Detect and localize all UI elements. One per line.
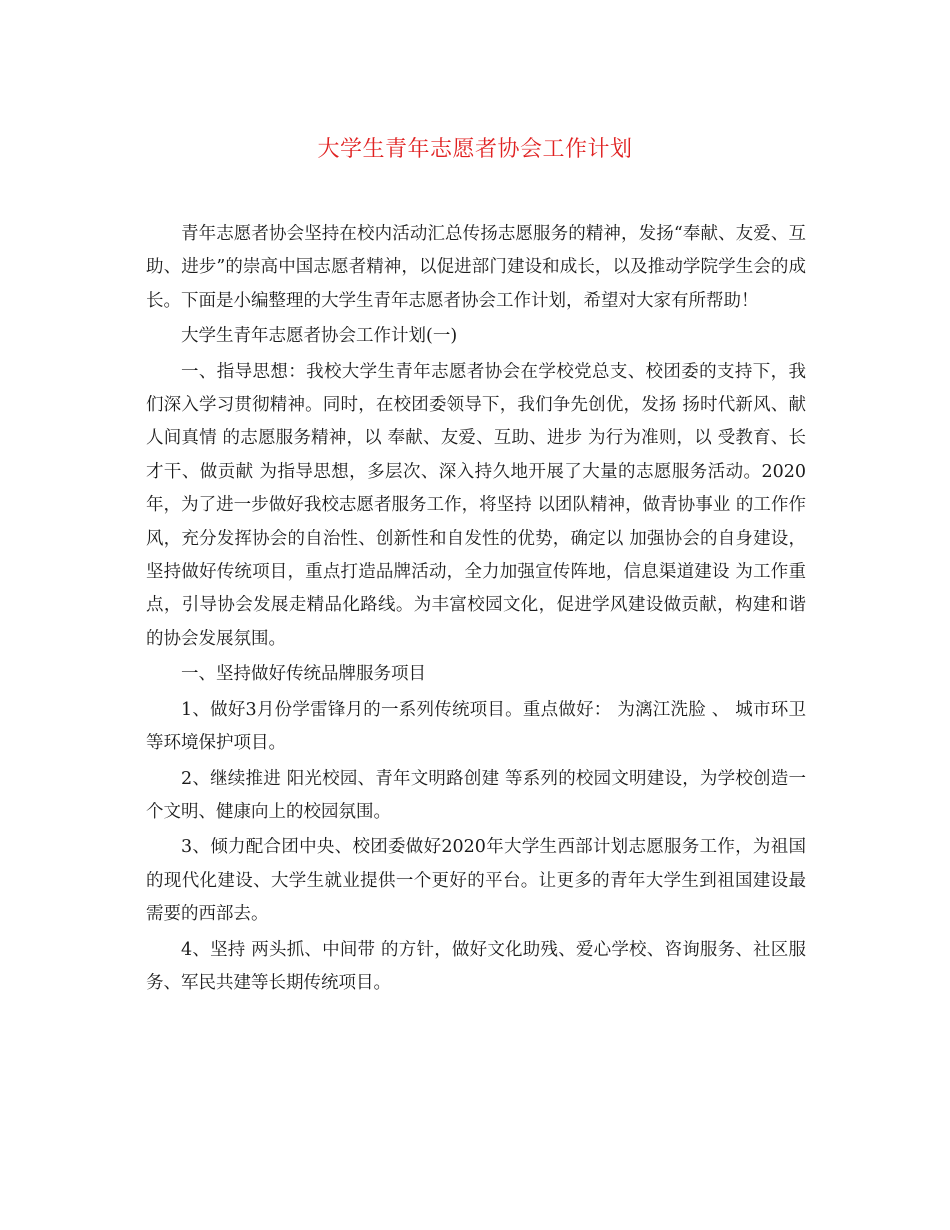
paragraph-intro: 青年志愿者协会坚持在校内活动汇总传扬志愿服务的精神，发扬“奉献、友爱、互助、进步”的崇高中国志愿者精神，以促进部门建设和成长，以及推动学院学生会的成长。下面是小编整理的大学生青年志愿者协会工作计划，希望对大家有所帮助！ bbox=[146, 224, 806, 311]
paragraph-item-4: 4、坚持 两头抓、中间带 的方针，做好文化助残、爱心学校、咨询服务、社区服务、军民共建等长期传统项目。 bbox=[146, 939, 806, 993]
paragraph-item-1: 1、做好3月份学雷锋月的一系列传统项目。重点做好： 为漓江洗脸 、 城市环卫 等环境保护项目。 bbox=[146, 699, 806, 754]
paragraph-section-heading: 大学生青年志愿者协会工作计划(一) bbox=[181, 326, 458, 347]
document-body bbox=[146, 218, 806, 1002]
document-title: 大学生青年志愿者协会工作计划 bbox=[317, 137, 633, 162]
paragraph-guiding-thought: 一、指导思想：我校大学生青年志愿者协会在学校党总支、校团委的支持下，我们深入学习贯彻精神。同时，在校团委领导下，我们争先创优，发扬 扬时代新风、献人间真情 的志愿服务精神，以 奉献、友爱、互助、进步 为行为准则，以 受教育、长才干、做贡献 为指导思想，多层次、深入持久地开展了大量的志愿服务活动。2020年，为了进一步做好我校志愿者服务工作，将坚持 以团队精神，做青协事业 的工作作风，充分发挥协会的自治性、创新性和自发性的优势，确定以 加强协会的自身建设，坚持做好传统项目，重点打造品牌活动，全力加强宣传阵地，信息渠道建设 为工作重点，引导协会发展走精品化路线。为丰富校园文化，促进学风建设做贡献，构建和谐的协会发展氛围。 bbox=[146, 361, 806, 649]
paragraph-item-heading: 一、坚持做好传统品牌服务项目 bbox=[181, 664, 426, 685]
paragraph-item-3: 3、倾力配合团中央、校团委做好2020年大学生西部计划志愿服务工作，为祖国的现代化建设、大学生就业提供一个更好的平台。让更多的青年大学生到祖国建设最需要的西部去。 bbox=[146, 837, 806, 925]
paragraph-item-2: 2、继续推进 阳光校园、青年文明路创建 等系列的校园文明建设，为学校创造一个文明、健康向上的校园氛围。 bbox=[146, 768, 806, 822]
